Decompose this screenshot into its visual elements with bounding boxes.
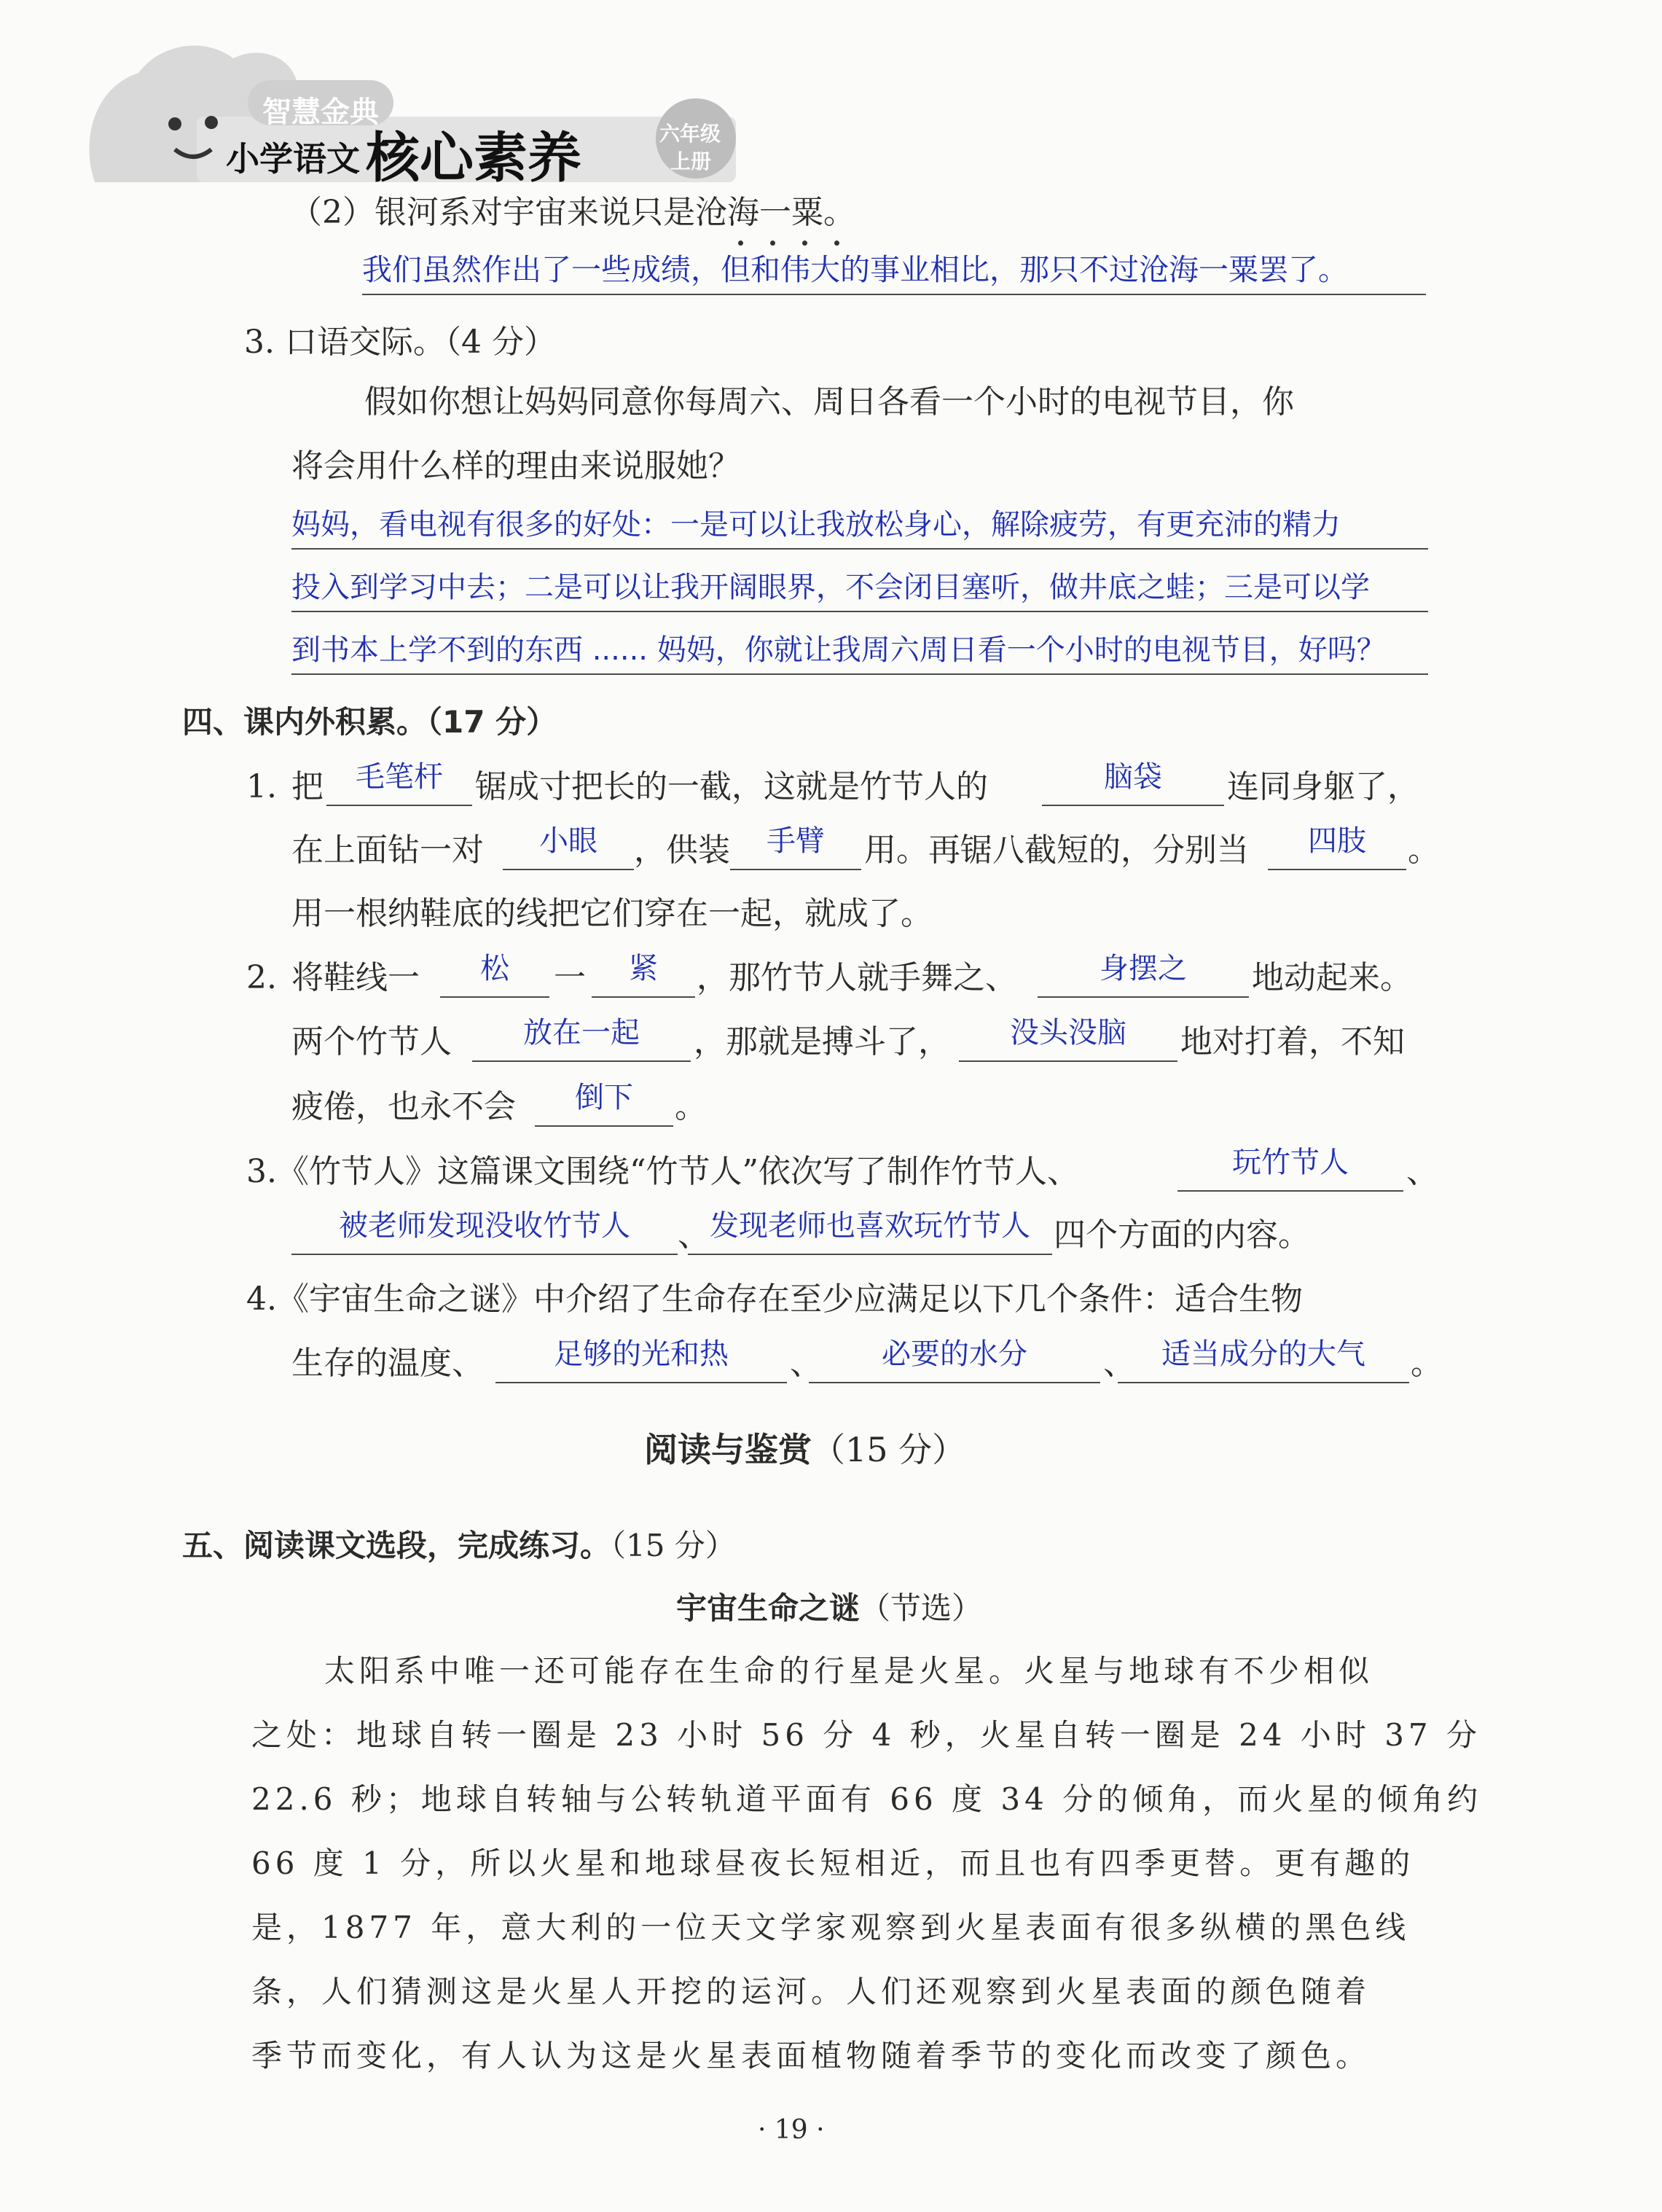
passage-line: 是，1877 年，意大利的一位天文学家观察到火星表面有很多纵横的黑色线 bbox=[251, 1910, 1411, 1945]
i1-blank-1: 毛笔杆 bbox=[356, 760, 443, 794]
brand-left: 小学语文 bbox=[226, 139, 360, 179]
q3-answer-1: 妈妈，看电视有很多的好处：一是可以让我放松身心，解除疲劳，有更充沛的精力 bbox=[291, 508, 1341, 542]
passage-line: 66 度 1 分，所以火星和地球昼夜长短相近，而且也有四季更替。更有趣的 bbox=[251, 1845, 1415, 1881]
i2-t4: 地动起来。 bbox=[1252, 959, 1412, 996]
i4-t3: 、 bbox=[790, 1345, 822, 1382]
i1-t7: 。 bbox=[1408, 832, 1440, 869]
sec5-title-text: 五、阅读课文选段，完成练习。 bbox=[182, 1528, 611, 1563]
answer-line bbox=[362, 294, 1426, 295]
i2-t5: 两个竹节人 bbox=[291, 1023, 452, 1060]
i4-t5: 。 bbox=[1411, 1345, 1443, 1382]
i3-blank-2: 被老师发现没收竹节人 bbox=[339, 1209, 630, 1243]
blank-line bbox=[291, 1254, 678, 1255]
passage-line: 太阳系中唯一还可能存在生命的行星是火星。火星与地球有不少相似 bbox=[324, 1653, 1374, 1689]
blank-line bbox=[1118, 1382, 1409, 1383]
i3-num: 3. bbox=[246, 1153, 277, 1190]
reading-heading-text: 阅读与鉴赏 bbox=[644, 1430, 812, 1469]
i4-t4: 、 bbox=[1103, 1345, 1135, 1382]
passage-line: 条，人们猜测这是火星人开挖的运河。人们还观察到火星表面的颜色随着 bbox=[251, 1974, 1371, 2009]
page-number: · 19 · bbox=[758, 2115, 825, 2145]
i2-t7: 地对打着，不知 bbox=[1180, 1023, 1405, 1060]
emphasis-dot bbox=[802, 241, 807, 246]
i4-t2: 生存的温度、 bbox=[291, 1345, 484, 1382]
emphasis-dot bbox=[834, 241, 839, 246]
blank-line bbox=[440, 996, 549, 998]
i4-num: 4. bbox=[246, 1281, 277, 1318]
i2-blank-4: 放在一起 bbox=[523, 1016, 640, 1050]
q2-2-prompt: （2）银河系对宇宙来说只是沧海一粟。 bbox=[290, 194, 855, 231]
i4-t1: 《宇宙生命之谜》中介绍了生命存在至少应满足以下几个条件：适合生物 bbox=[277, 1281, 1303, 1318]
i1-blank-3: 小眼 bbox=[539, 824, 597, 858]
i2-blank-5: 没头没脑 bbox=[1010, 1016, 1126, 1050]
answer-line bbox=[291, 673, 1428, 675]
passage-title bbox=[676, 1590, 983, 1626]
blank-line bbox=[1177, 1190, 1403, 1192]
brand-top: 智慧金典 bbox=[262, 95, 379, 129]
i3-t3: 、 bbox=[678, 1216, 710, 1254]
i2-blank-2: 紧 bbox=[629, 952, 658, 985]
i1-num: 1. bbox=[246, 768, 277, 805]
i1-t5: ，供装 bbox=[634, 832, 730, 869]
i1-t2: 锯成寸把长的一截，这就是竹节人的 bbox=[475, 768, 988, 805]
blank-line bbox=[326, 805, 472, 806]
blank-line bbox=[730, 869, 861, 870]
blank-line bbox=[535, 1125, 673, 1127]
grade-bottom: 上册 bbox=[670, 149, 712, 173]
blank-line bbox=[1042, 805, 1224, 806]
reading-heading bbox=[644, 1430, 966, 1469]
passage-line: 22.6 秒；地球自转轴与公转轨道平面有 66 度 34 分的倾角，而火星的倾角约 bbox=[251, 1781, 1483, 1817]
sec5-title bbox=[182, 1528, 736, 1563]
i2-t3: ，那竹节人就手舞之、 bbox=[697, 959, 1017, 996]
i2-t9: 。 bbox=[675, 1088, 707, 1125]
blank-line bbox=[592, 996, 695, 998]
i1-t1: 把 bbox=[291, 768, 324, 805]
sec5-title-score: （15 分） bbox=[611, 1528, 736, 1563]
q3-line2: 将会用什么样的理由来说服她？ bbox=[291, 448, 740, 485]
i2-t8: 疲倦，也永不会 bbox=[291, 1088, 516, 1125]
i1-t8: 用一根纳鞋底的线把它们穿在一起，就成了。 bbox=[291, 895, 933, 932]
passage-line: 季节而变化，有人认为这是火星表面植物随着季节的变化而改变了颜色。 bbox=[251, 2038, 1371, 2074]
blank-line bbox=[959, 1060, 1177, 1062]
i1-blank-2: 脑袋 bbox=[1104, 760, 1162, 794]
i3-t4: 四个方面的内容。 bbox=[1054, 1216, 1310, 1254]
emphasis-dot bbox=[770, 241, 775, 246]
i3-t1: 《竹节人》这篇课文围绕“竹节人”依次写了制作竹节人、 bbox=[277, 1153, 1079, 1190]
i3-blank-1: 玩竹节人 bbox=[1232, 1146, 1349, 1179]
blank-line bbox=[809, 1382, 1100, 1383]
page-header bbox=[80, 29, 736, 197]
i2-t6: ，那就是搏斗了， bbox=[694, 1023, 950, 1060]
passage-title-note: （节选） bbox=[860, 1590, 983, 1626]
i4-blank-1: 足够的光和热 bbox=[554, 1337, 729, 1371]
i2-blank-1: 松 bbox=[480, 952, 509, 985]
blank-line bbox=[495, 1382, 787, 1383]
q2-2-answer: 我们虽然作出了一些成绩，但和伟大的事业相比，那只不过沧海一粟罢了。 bbox=[362, 252, 1348, 287]
blank-line bbox=[503, 869, 634, 870]
blank-line bbox=[1268, 869, 1406, 870]
sec4-title: 四、课内外积累。（17 分） bbox=[182, 704, 557, 740]
answer-line bbox=[291, 611, 1428, 612]
emphasis-dot bbox=[738, 241, 743, 246]
grade-top: 六年级 bbox=[659, 122, 721, 146]
i3-t2: 、 bbox=[1406, 1153, 1438, 1190]
q3-answer-3: 到书本上学不到的东西 ...... 妈妈，你就让我周六周日看一个小时的电视节目，好吗？ bbox=[291, 633, 1386, 667]
i4-blank-2: 必要的水分 bbox=[882, 1337, 1027, 1371]
i2-num: 2. bbox=[246, 959, 277, 996]
q3-title: 3. 口语交际。（4 分） bbox=[244, 324, 556, 361]
blank-line bbox=[688, 1254, 1052, 1255]
passage-line: 之处：地球自转一圈是 23 小时 56 分 4 秒，火星自转一圈是 24 小时 37 分 bbox=[251, 1717, 1482, 1753]
i4-blank-3: 适当成分的大气 bbox=[1161, 1337, 1365, 1371]
i2-blank-6: 倒下 bbox=[575, 1081, 633, 1114]
passage-title-text: 宇宙生命之谜 bbox=[676, 1590, 861, 1626]
i2-t1: 将鞋线一 bbox=[291, 959, 420, 996]
answer-line bbox=[291, 548, 1428, 550]
blank-line bbox=[472, 1060, 691, 1062]
i1-t3: 连同身躯了， bbox=[1227, 768, 1419, 805]
i3-blank-3: 发现老师也喜欢玩竹节人 bbox=[710, 1209, 1030, 1243]
q3-line1: 假如你想让妈妈同意你每周六、周日各看一个小时的电视节目，你 bbox=[364, 383, 1294, 421]
i1-blank-4: 手臂 bbox=[767, 824, 825, 858]
blank-line bbox=[1038, 996, 1249, 998]
i1-blank-5: 四肢 bbox=[1308, 824, 1366, 858]
i2-t2: 一 bbox=[554, 959, 586, 996]
brand-main: 核心素养 bbox=[366, 127, 581, 189]
q3-answer-2: 投入到学习中去；二是可以让我开阔眼界，不会闭目塞听，做井底之蛙；三是可以学 bbox=[291, 571, 1370, 604]
i1-t4: 在上面钻一对 bbox=[291, 832, 484, 869]
reading-heading-score: （15 分） bbox=[812, 1430, 966, 1469]
i1-t6: 用。再锯八截短的，分别当 bbox=[864, 832, 1249, 869]
i2-blank-3: 身摆之 bbox=[1099, 952, 1187, 985]
